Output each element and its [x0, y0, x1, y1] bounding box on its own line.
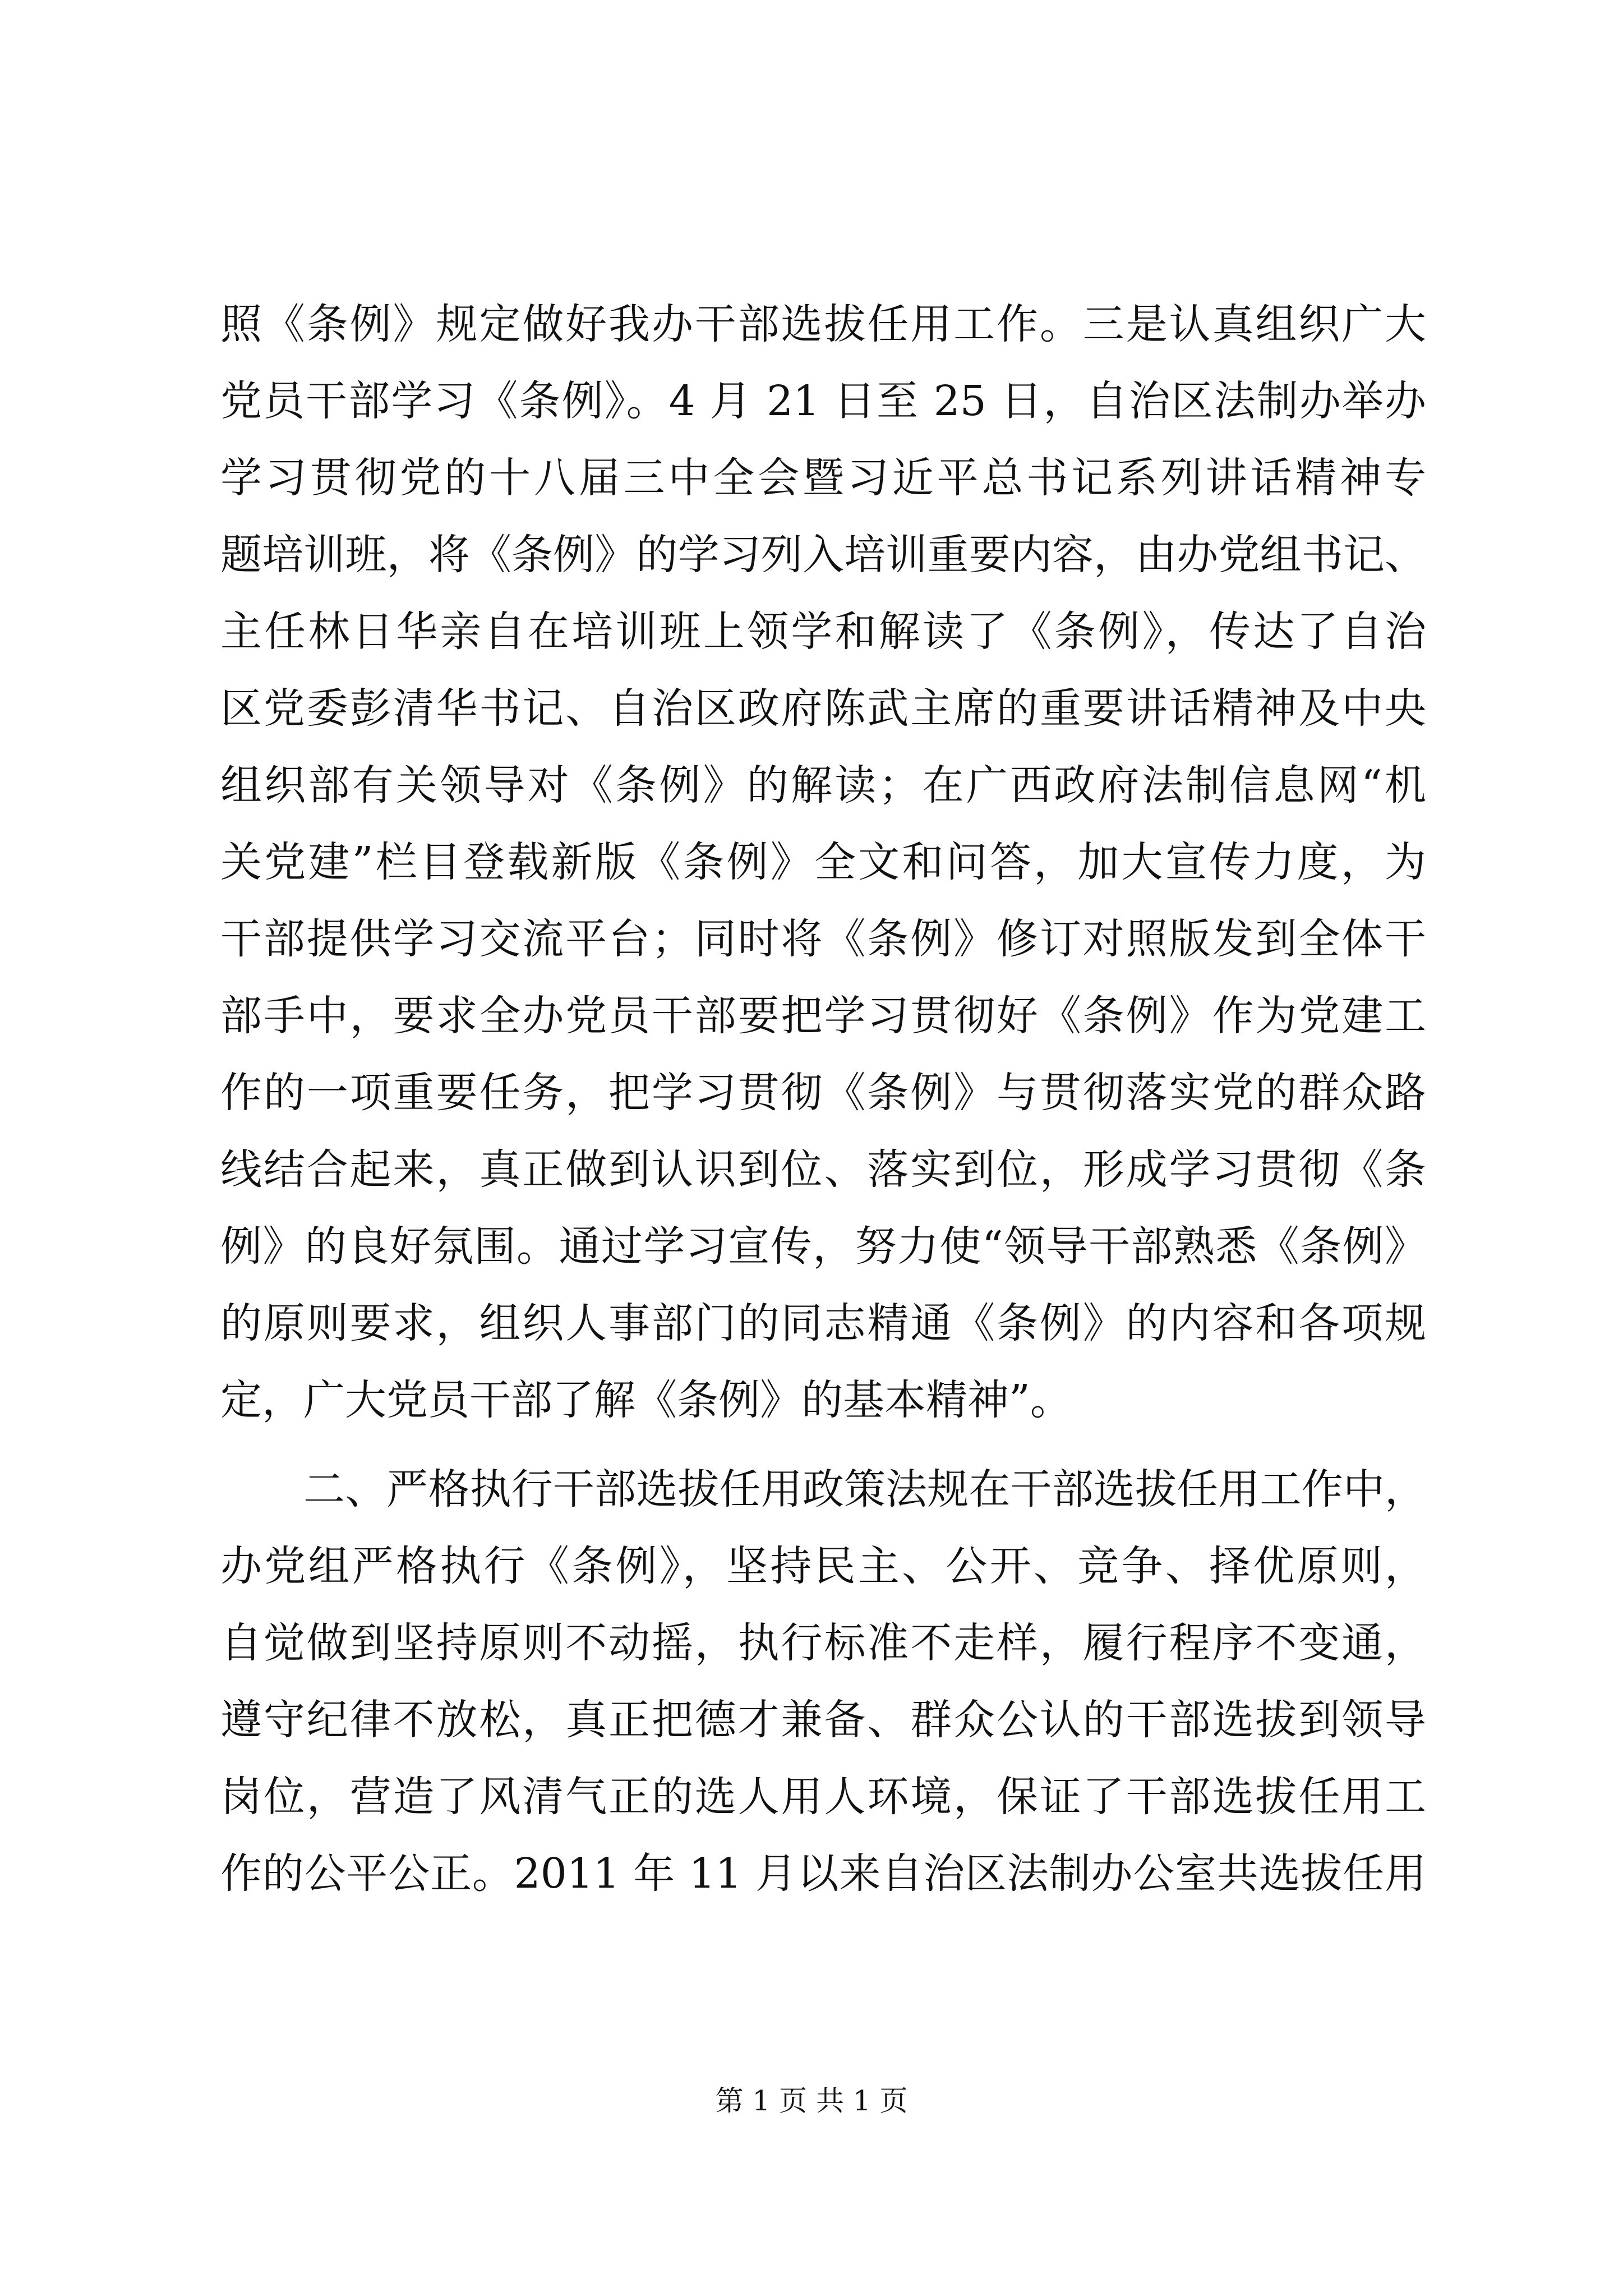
- text-line: 的原则要求，组织人事部门的同志精通《条例》的内容和各项规: [220, 1299, 1426, 1347]
- text-line: 定，广大党员干部了解《条例》的基本精神”。: [220, 1376, 1072, 1424]
- text-line: 主任林日华亲自在培训班上领学和解读了《条例》，传达了自治: [220, 608, 1426, 656]
- text-line: 作的公平公正。2011 年 11 月以来自治区法制办公室共选拔任用: [220, 1849, 1426, 1898]
- text-line: 部手中，要求全办党员干部要把学习贯彻好《条例》作为党建工: [220, 992, 1426, 1040]
- text-line: 区党委彭清华书记、自治区政府陈武主席的重要讲话精神及中央: [220, 684, 1426, 733]
- text-line: 照《条例》规定做好我办干部选拔任用工作。三是认真组织广大: [220, 300, 1426, 348]
- text-line: 二、严格执行干部选拔任用政策法规在干部选拔任用工作中，: [303, 1465, 1426, 1513]
- text-line: 关党建”栏目登载新版《条例》全文和问答，加大宣传力度，为: [220, 838, 1426, 886]
- text-line: 题培训班，将《条例》的学习列入培训重要内容，由办党组书记、: [220, 531, 1426, 579]
- text-line: 线结合起来，真正做到认识到位、落实到位，形成学习贯彻《条: [220, 1145, 1426, 1194]
- text-line: 干部提供学习交流平台；同时将《条例》修订对照版发到全体干: [220, 915, 1426, 963]
- paragraph-2: [220, 1451, 1426, 1912]
- text-line: 组织部有关领导对《条例》的解读；在广西政府法制信息网“机: [220, 761, 1426, 809]
- text-line: 岗位，营造了风清气正的选人用人环境，保证了干部选拔任用工: [220, 1773, 1426, 1821]
- text-line: 自觉做到坚持原则不动摇，执行标准不走样，履行程序不变通，: [220, 1619, 1426, 1667]
- text-line: 办党组严格执行《条例》，坚持民主、公开、竞争、择优原则，: [220, 1542, 1426, 1590]
- text-line: 作的一项重要任务，把学习贯彻《条例》与贯彻落实党的群众路: [220, 1069, 1426, 1117]
- document-body: [220, 286, 1426, 1912]
- text-line: 例》的良好氛围。通过学习宣传，努力使“领导干部熟悉《条例》: [220, 1222, 1426, 1271]
- paragraph-1: [220, 286, 1426, 1439]
- paragraph-gap: [220, 1439, 1426, 1451]
- text-line: 学习贯彻党的十八届三中全会暨习近平总书记系列讲话精神专: [220, 454, 1426, 502]
- text-line: 遵守纪律不放松，真正把德才兼备、群众公认的干部选拔到领导: [220, 1696, 1426, 1744]
- page-footer: 第 1 页 共 1 页: [715, 2085, 908, 2117]
- text-line: 党员干部学习《条例》。4 月 21 日至 25 日，自治区法制办举办: [220, 377, 1426, 425]
